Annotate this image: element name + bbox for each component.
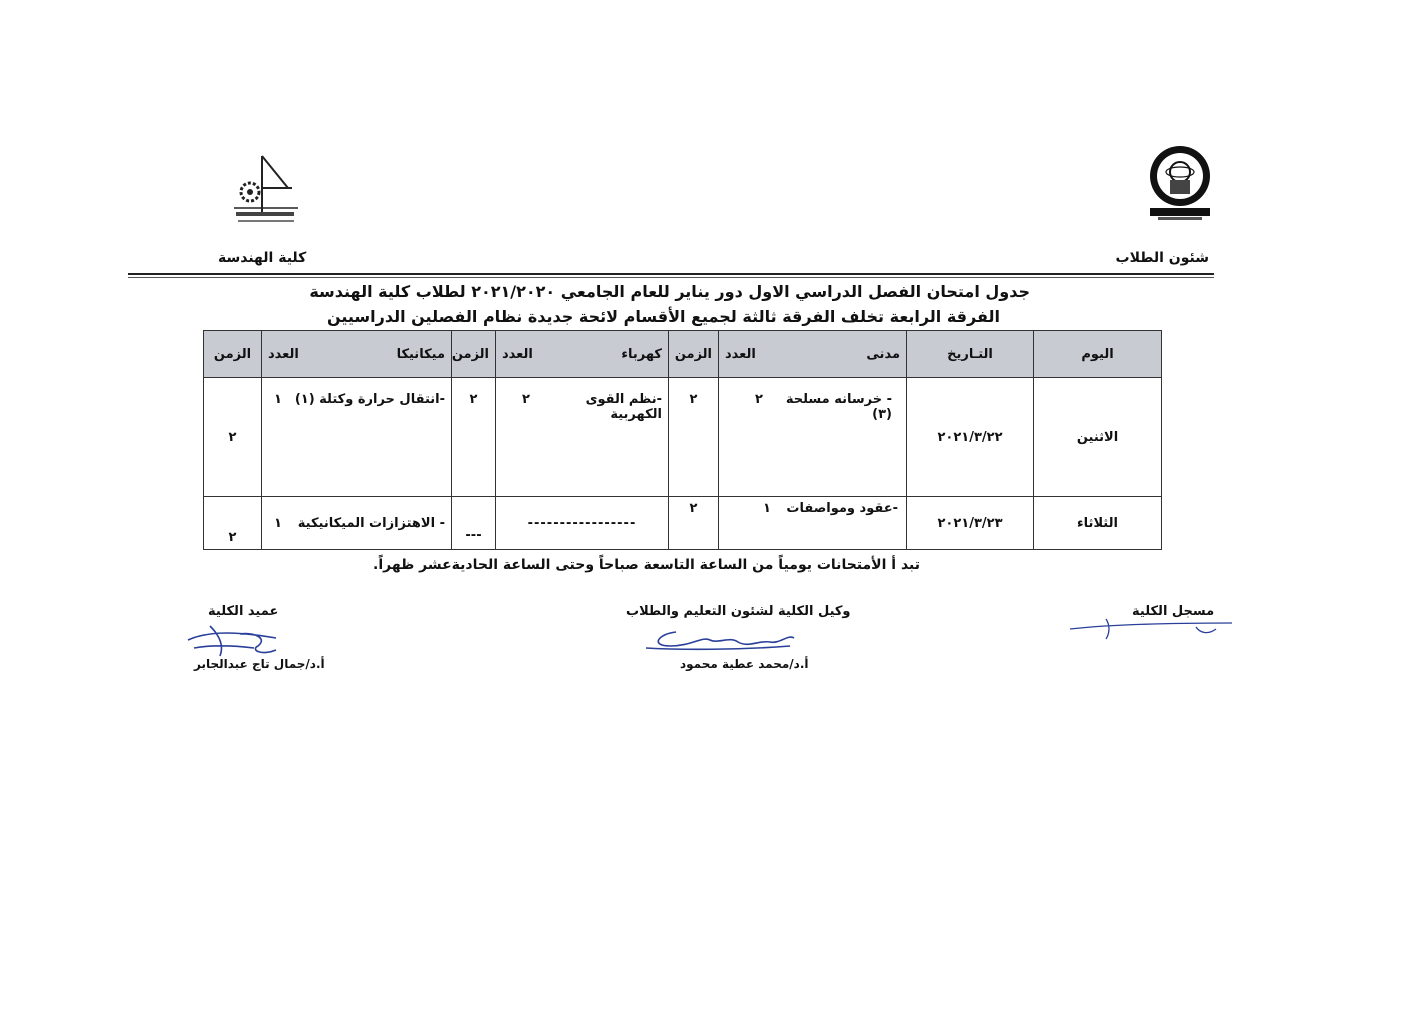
header-civil-label: مدنى xyxy=(866,346,900,362)
document-subtitle: الفرقة الرابعة تخلف الفرقة ثالثة لجميع الأقسام لائحة جديدة نظام الفصلين الدراسيين xyxy=(326,307,1000,326)
mech-subject: - الاهتزازات الميكانيكية xyxy=(297,515,445,531)
header-mechanic xyxy=(262,331,452,378)
mech-subject-cell xyxy=(262,378,452,497)
dean-signature xyxy=(180,618,290,662)
table-row xyxy=(204,378,1162,497)
faculty-of-engineering-logo xyxy=(222,152,312,228)
dean-name: أ.د/جمال تاج عبدالجابر xyxy=(194,657,325,671)
elec-subject: ----------------- xyxy=(496,497,669,550)
header-electric-count: العدد xyxy=(502,346,533,362)
civil-subject-cell xyxy=(719,378,907,497)
document-title: جدول امتحان الفصل الدراسي الاول دور يناير للعام الجامعي ٢٠٢١/٢٠٢٠ لطلاب كلية الهندسة xyxy=(309,282,1030,301)
student-affairs-label: شئون الطلاب xyxy=(1115,250,1209,266)
elec-subject: -نظم القوى الكهربية xyxy=(585,392,662,422)
vice-dean-title: وكيل الكلية لشئون التعليم والطلاب xyxy=(626,604,851,619)
header-civil xyxy=(719,331,907,378)
civil-count: ٢ xyxy=(755,392,763,407)
exam-schedule-table xyxy=(203,330,1162,550)
header-mechanic-label: ميكانيكا xyxy=(396,346,445,362)
elec-time: ٢ xyxy=(452,378,496,497)
civil-time: ٢ xyxy=(669,378,719,497)
header-electric xyxy=(496,331,669,378)
civil-subject-cell xyxy=(719,497,907,550)
registrar-title: مسجل الكلية xyxy=(1132,604,1215,619)
elec-subject-cell xyxy=(496,378,669,497)
table-header-row xyxy=(204,331,1162,378)
header-mechanic-time: الزمن xyxy=(204,331,262,378)
civil-subject: - خرسانه مسلحة (٣) xyxy=(785,392,892,422)
civil-time: ٢ xyxy=(669,497,719,550)
date-cell: ٢٠٢١/٣/٢٢ xyxy=(907,378,1034,497)
vice-dean-name: أ.د/محمد عطية محمود xyxy=(680,657,809,671)
date-cell: ٢٠٢١/٣/٢٣ xyxy=(907,497,1034,550)
registrar-signature xyxy=(1066,615,1236,641)
faculty-name: كلية الهندسة xyxy=(218,250,307,266)
header-divider xyxy=(128,273,1214,275)
exam-time-note: تبد أ الأمتحانات يومياً من الساعة التاسعة صباحاً وحتى الساعة الحاديةعشر ظهراً. xyxy=(373,557,920,573)
mech-subject: -انتقال حرارة وكتلة (١) xyxy=(294,392,445,407)
south-valley-university-logo xyxy=(1144,142,1216,224)
mech-time: ٢ xyxy=(204,497,262,550)
header-date: التـاريخ xyxy=(907,331,1034,378)
day-cell: الثلاثاء xyxy=(1034,497,1162,550)
mech-count: ١ xyxy=(274,515,282,531)
dean-title: عميد الكلية xyxy=(208,604,279,619)
civil-subject: -عقود ومواصفات xyxy=(786,501,898,516)
elec-time: --- xyxy=(452,497,496,550)
mech-count: ١ xyxy=(274,392,282,407)
header-civil-count: العدد xyxy=(725,346,756,362)
header-electric-time: الزمن xyxy=(452,331,496,378)
mech-time: ٢ xyxy=(204,378,262,497)
header-electric-label: كهرباء xyxy=(621,346,662,362)
day-cell: الاثنين xyxy=(1034,378,1162,497)
header-divider-thin xyxy=(128,277,1214,278)
civil-count: ١ xyxy=(763,501,771,516)
table-row xyxy=(204,497,1162,550)
header-mechanic-count: العدد xyxy=(268,346,299,362)
header-day: اليوم xyxy=(1034,331,1162,378)
header-civil-time: الزمن xyxy=(669,331,719,378)
vice-dean-signature xyxy=(640,622,800,652)
mech-subject-cell xyxy=(262,497,452,550)
elec-count: ٢ xyxy=(522,392,530,407)
